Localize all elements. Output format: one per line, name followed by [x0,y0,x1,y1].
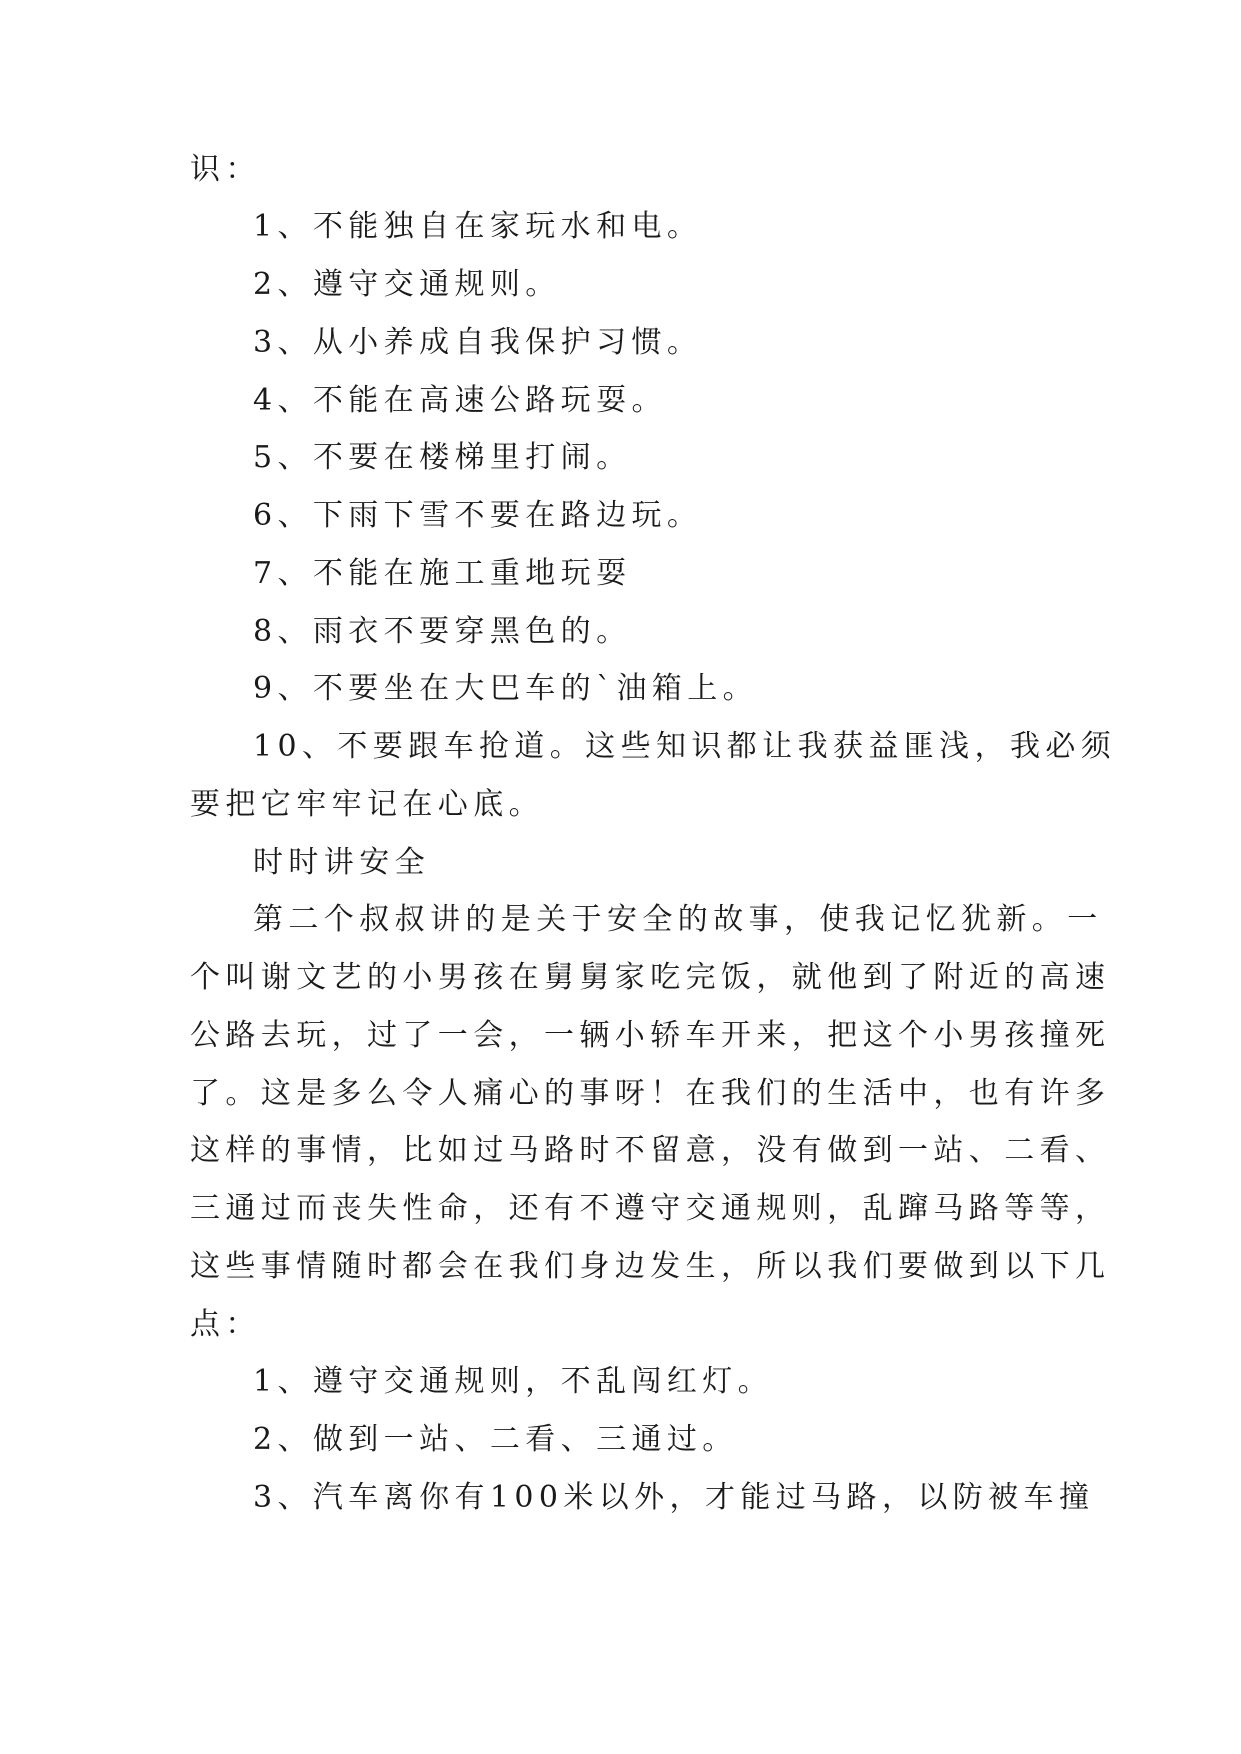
section-heading: 时时讲安全 [253,845,430,880]
text-line: 5、不要在楼梯里打闹。 [253,440,632,475]
text-line: 了。这是多么令人痛心的事呀！在我们的生活中，也有许多 [190,1076,1111,1111]
text-line: 识： [190,152,261,187]
text-line: 第二个叔叔讲的是关于安全的故事，使我记忆犹新。一 [253,902,1103,937]
text-line: 这些事情随时都会在我们身边发生，所以我们要做到以下几 [190,1249,1111,1284]
text-line: 8、雨衣不要穿黑色的。 [253,614,632,649]
text-line: 点： [190,1307,261,1342]
text-line: 2、遵守交通规则。 [253,267,561,302]
text-line: 3、汽车离你有100米以外，才能过马路，以防被车撞 [253,1480,1095,1515]
text-line: 公路去玩，过了一会，一辆小轿车开来，把这个小男孩撞死 [190,1018,1111,1053]
text-line: 3、从小养成自我保护习惯。 [253,325,703,360]
text-line: 三通过而丧失性命，还有不遵守交通规则，乱蹿马路等等， [190,1191,1111,1226]
text-line: 7、不能在施工重地玩耍 [253,556,632,591]
text-line: 个叫谢文艺的小男孩在舅舅家吃完饭，就他到了附近的高速 [190,960,1111,995]
text-line: 4、不能在高速公路玩耍。 [253,383,667,418]
text-line: 10、不要跟车抢道。这些知识都让我获益匪浅，我必须 [253,729,1117,764]
text-line: 这样的事情，比如过马路时不留意，没有做到一站、二看、 [190,1133,1111,1168]
text-line: 1、不能独自在家玩水和电。 [253,209,703,244]
text-line: 要把它牢牢记在心底。 [190,787,544,822]
text-line: 6、下雨下雪不要在路边玩。 [253,498,703,533]
text-line: 1、遵守交通规则，不乱闯红灯。 [253,1364,774,1399]
text-line: 9、不要坐在大巴车的`油箱上。 [253,671,759,706]
text-line: 2、做到一站、二看、三通过。 [253,1422,738,1457]
